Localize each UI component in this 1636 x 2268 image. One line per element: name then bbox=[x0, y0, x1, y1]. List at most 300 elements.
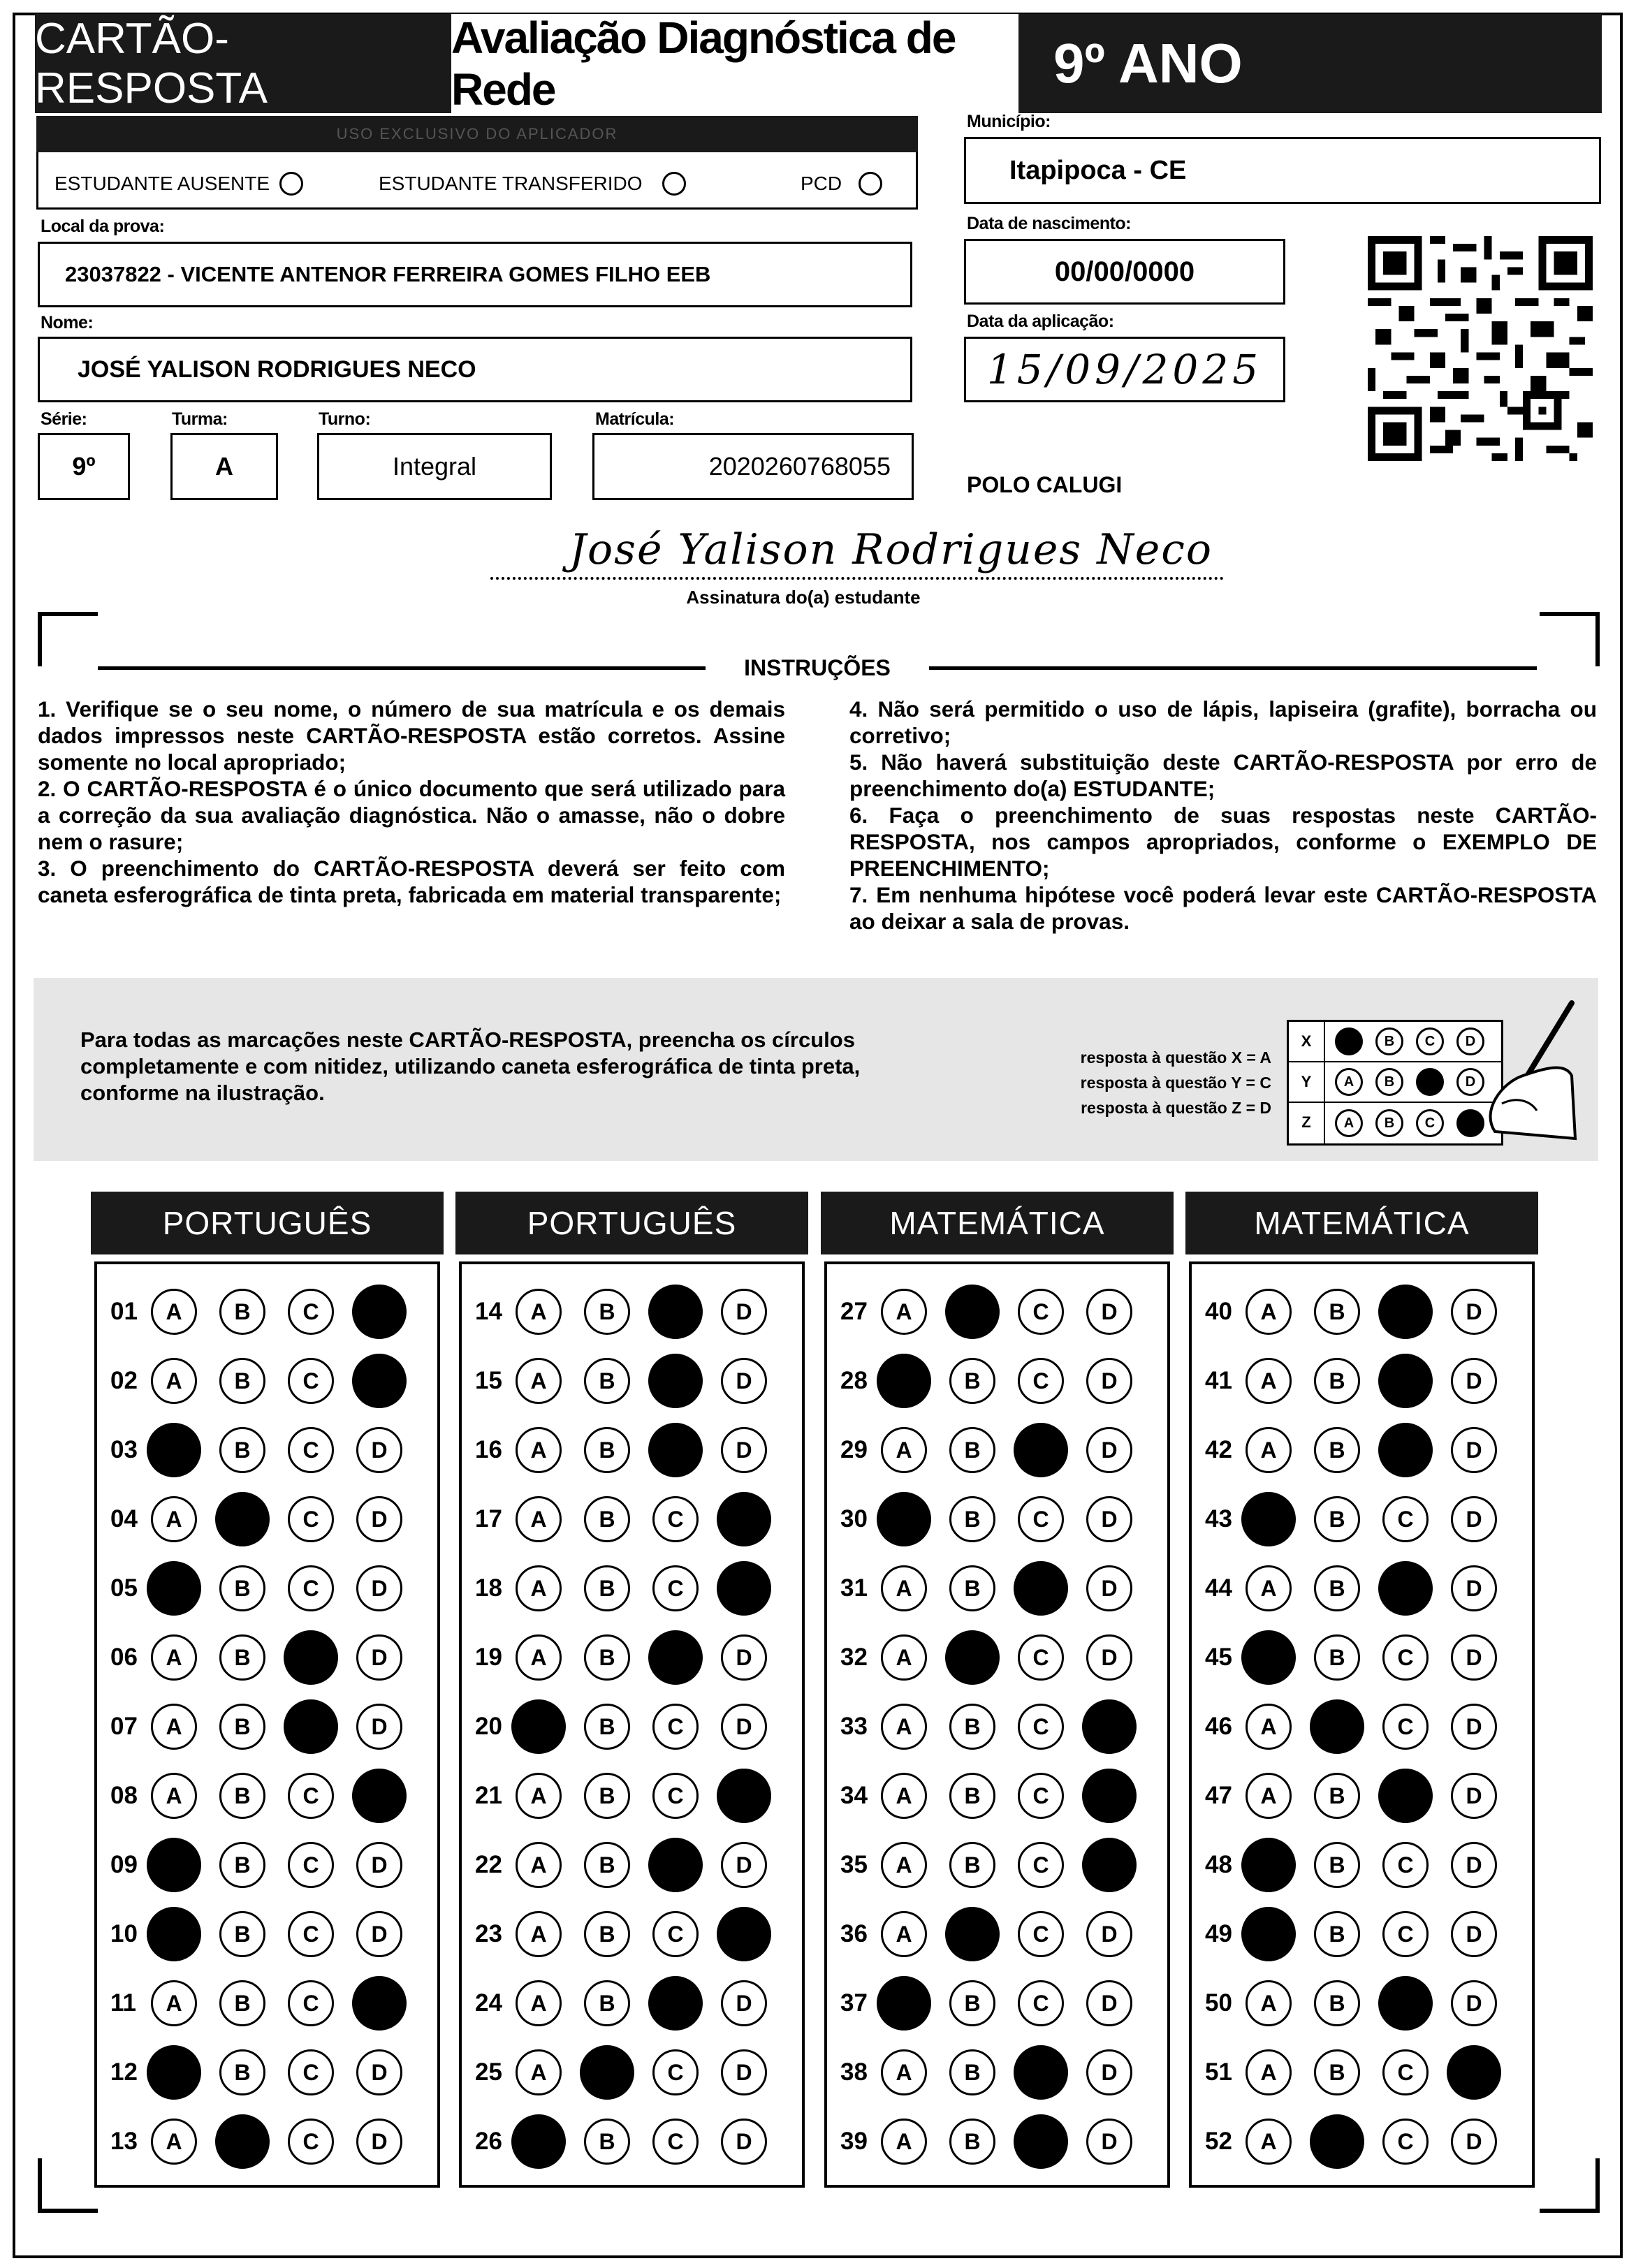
example-bubble: C bbox=[1416, 1109, 1444, 1137]
answer-bubble[interactable]: B bbox=[584, 1634, 630, 1681]
answer-bubble[interactable]: B bbox=[1314, 2049, 1360, 2095]
question-row bbox=[840, 1628, 1155, 1687]
answer-bubble[interactable]: C bbox=[1018, 1358, 1064, 1404]
answer-bubble[interactable]: D bbox=[721, 1358, 767, 1404]
answer-bubble[interactable]: C bbox=[288, 1773, 334, 1819]
answer-bubble[interactable]: A bbox=[151, 2119, 197, 2165]
answer-bubble[interactable]: B bbox=[949, 1773, 995, 1819]
signature-caption: Assinatura do(a) estudante bbox=[686, 587, 921, 608]
answer-bubble[interactable]: A bbox=[516, 1289, 562, 1335]
answer-bubble-marked[interactable] bbox=[284, 1630, 338, 1685]
answer-bubble[interactable]: A bbox=[151, 1704, 197, 1750]
column-header: MATEMÁTICA bbox=[821, 1192, 1174, 1254]
answer-bubble-marked[interactable] bbox=[284, 1699, 338, 1754]
question-row bbox=[1205, 1697, 1519, 1756]
question-row bbox=[1205, 2112, 1519, 2171]
example-bubble: A bbox=[1335, 1109, 1363, 1137]
answer-bubble[interactable]: D bbox=[1086, 1911, 1132, 1957]
question-number: 20 bbox=[475, 1713, 502, 1740]
answer-bubble[interactable]: B bbox=[584, 1565, 630, 1611]
answer-bubble-marked[interactable] bbox=[352, 1769, 407, 1823]
answer-bubble[interactable]: B bbox=[219, 1289, 265, 1335]
answer-bubble-marked[interactable] bbox=[945, 1907, 1000, 1961]
answer-bubble-marked[interactable] bbox=[717, 1492, 771, 1546]
answer-bubble[interactable]: A bbox=[881, 1704, 927, 1750]
answer-bubble[interactable]: D bbox=[1451, 1704, 1497, 1750]
answer-bubble[interactable]: D bbox=[1451, 2119, 1497, 2165]
answer-bubble[interactable]: C bbox=[1018, 1634, 1064, 1681]
question-number: 45 bbox=[1205, 1644, 1232, 1671]
answer-bubble[interactable]: B bbox=[584, 1911, 630, 1957]
answer-bubble[interactable]: D bbox=[1451, 1842, 1497, 1888]
question-row bbox=[1205, 1905, 1519, 1963]
question-number: 48 bbox=[1205, 1851, 1232, 1878]
grade-label: 9º ANO bbox=[1018, 14, 1602, 113]
answer-bubble[interactable]: D bbox=[356, 1704, 402, 1750]
question-number: 49 bbox=[1205, 1920, 1232, 1947]
question-row bbox=[110, 1490, 425, 1549]
question-row bbox=[110, 1905, 425, 1963]
answer-bubble[interactable]: D bbox=[1451, 1427, 1497, 1473]
turno-field: Integral bbox=[317, 433, 552, 500]
question-row bbox=[840, 1766, 1155, 1825]
instruction-2: 2. O CARTÃO-RESPOSTA é o único documento que será utilizado para a correção da sua avaliação diagnóstica. Não o amasse, não o dobre nem o rasure; bbox=[38, 776, 785, 854]
question-number: 21 bbox=[475, 1782, 502, 1809]
answer-bubble-marked[interactable] bbox=[1082, 1838, 1137, 1892]
question-number: 12 bbox=[110, 2058, 138, 2086]
answer-bubble[interactable]: D bbox=[356, 2119, 402, 2165]
question-row bbox=[840, 1282, 1155, 1341]
answer-bubble-marked[interactable] bbox=[717, 1561, 771, 1616]
answer-bubble[interactable]: C bbox=[1018, 1980, 1064, 2026]
answer-bubble[interactable]: C bbox=[652, 1565, 699, 1611]
answer-bubble[interactable]: B bbox=[1314, 1496, 1360, 1542]
answer-bubble[interactable]: C bbox=[288, 1565, 334, 1611]
answer-bubble[interactable]: B bbox=[1314, 1773, 1360, 1819]
question-row bbox=[110, 1282, 425, 1341]
answer-bubble[interactable]: C bbox=[652, 1773, 699, 1819]
answer-bubble[interactable]: B bbox=[584, 2119, 630, 2165]
answer-bubble[interactable]: A bbox=[881, 1289, 927, 1335]
card-title: CARTÃO-RESPOSTA bbox=[35, 14, 451, 113]
question-number: 40 bbox=[1205, 1298, 1232, 1325]
answer-bubble[interactable]: C bbox=[1382, 2049, 1429, 2095]
question-row bbox=[475, 2112, 789, 2171]
answer-bubble[interactable]: C bbox=[652, 2049, 699, 2095]
question-number: 47 bbox=[1205, 1782, 1232, 1809]
answer-bubble[interactable]: B bbox=[949, 1427, 995, 1473]
transferred-circle[interactable] bbox=[662, 172, 686, 196]
answer-bubble-marked[interactable] bbox=[717, 1769, 771, 1823]
example-row bbox=[1289, 1022, 1501, 1062]
answer-bubble-marked[interactable] bbox=[648, 1354, 703, 1408]
answer-bubble[interactable]: B bbox=[584, 1842, 630, 1888]
answer-bubble-marked[interactable] bbox=[945, 1285, 1000, 1339]
question-number: 02 bbox=[110, 1367, 138, 1394]
answer-bubble[interactable]: D bbox=[356, 1842, 402, 1888]
question-row bbox=[475, 1836, 789, 1894]
answer-bubble-marked[interactable] bbox=[1378, 1423, 1433, 1477]
answer-bubble[interactable]: D bbox=[1451, 1289, 1497, 1335]
answer-bubble[interactable]: D bbox=[721, 1634, 767, 1681]
answer-bubble[interactable]: C bbox=[1382, 1704, 1429, 1750]
answer-bubble-marked[interactable] bbox=[1378, 1976, 1433, 2031]
answer-bubble[interactable]: D bbox=[1086, 1565, 1132, 1611]
serie-field: 9º bbox=[38, 433, 130, 500]
pcd-option[interactable] bbox=[801, 166, 882, 201]
absent-circle[interactable] bbox=[279, 172, 303, 196]
answer-bubble[interactable]: B bbox=[219, 1565, 265, 1611]
answer-bubble[interactable]: C bbox=[288, 1427, 334, 1473]
answer-bubble-marked[interactable] bbox=[648, 1976, 703, 2031]
answer-bubble[interactable]: B bbox=[219, 1427, 265, 1473]
answer-bubble[interactable]: A bbox=[151, 1980, 197, 2026]
question-row bbox=[840, 2043, 1155, 2102]
nome-label: Nome: bbox=[41, 313, 94, 332]
answer-bubble[interactable]: D bbox=[356, 1565, 402, 1611]
absent-option[interactable] bbox=[54, 166, 303, 201]
answer-bubble[interactable]: A bbox=[151, 1634, 197, 1681]
answer-bubble-marked[interactable] bbox=[1378, 1285, 1433, 1339]
answer-bubble-marked[interactable] bbox=[1241, 1838, 1296, 1892]
answer-bubble[interactable]: B bbox=[1314, 1634, 1360, 1681]
answer-bubble-marked[interactable] bbox=[1378, 1769, 1433, 1823]
answer-bubble[interactable]: B bbox=[1314, 1911, 1360, 1957]
question-row bbox=[1205, 1282, 1519, 1341]
answer-bubble[interactable]: D bbox=[1086, 1427, 1132, 1473]
signature-line bbox=[490, 577, 1224, 580]
answer-bubble[interactable]: B bbox=[949, 1565, 995, 1611]
answer-bubble[interactable]: A bbox=[1246, 1704, 1292, 1750]
answer-bubble[interactable]: D bbox=[356, 1427, 402, 1473]
answer-bubble[interactable]: D bbox=[1086, 2119, 1132, 2165]
answer-bubble[interactable]: A bbox=[881, 1565, 927, 1611]
answer-bubble-marked[interactable] bbox=[1014, 1561, 1068, 1616]
answer-bubble[interactable]: D bbox=[356, 1496, 402, 1542]
instructions-rule-left bbox=[98, 666, 706, 670]
answer-bubble-marked[interactable] bbox=[1310, 1699, 1364, 1754]
local-label: Local da prova: bbox=[41, 217, 165, 236]
answer-bubble-marked[interactable] bbox=[877, 1492, 931, 1546]
answer-bubble-marked[interactable] bbox=[648, 1630, 703, 1685]
answer-bubble[interactable]: D bbox=[1451, 1634, 1497, 1681]
serie-label: Série: bbox=[41, 409, 87, 429]
question-row bbox=[475, 1905, 789, 1963]
answer-bubble-marked[interactable] bbox=[648, 1285, 703, 1339]
answer-bubble[interactable]: C bbox=[288, 2119, 334, 2165]
answer-bubble-marked[interactable] bbox=[147, 1423, 201, 1477]
question-row bbox=[1205, 1559, 1519, 1618]
answer-bubble[interactable]: A bbox=[881, 2049, 927, 2095]
question-number: 18 bbox=[475, 1574, 502, 1602]
answer-bubble[interactable]: C bbox=[1018, 1842, 1064, 1888]
answer-bubble[interactable]: B bbox=[949, 1496, 995, 1542]
answer-bubble[interactable]: A bbox=[516, 1634, 562, 1681]
answer-bubble-marked[interactable] bbox=[1082, 1699, 1137, 1754]
example-bubble-filled bbox=[1335, 1027, 1363, 1055]
answer-bubble[interactable]: A bbox=[516, 1980, 562, 2026]
answer-bubble[interactable]: B bbox=[1314, 1358, 1360, 1404]
column-header: MATEMÁTICA bbox=[1185, 1192, 1538, 1254]
answer-bubble[interactable]: C bbox=[652, 1496, 699, 1542]
answer-bubble[interactable]: C bbox=[1018, 1496, 1064, 1542]
answer-bubble[interactable]: A bbox=[516, 1427, 562, 1473]
answer-bubble-marked[interactable] bbox=[1241, 1492, 1296, 1546]
answer-bubble[interactable]: C bbox=[1382, 1842, 1429, 1888]
question-number: 32 bbox=[840, 1644, 868, 1671]
answer-bubble[interactable]: A bbox=[516, 1565, 562, 1611]
answer-bubble-marked[interactable] bbox=[215, 1492, 270, 1546]
answer-bubble[interactable]: A bbox=[1246, 1565, 1292, 1611]
answer-bubble[interactable]: C bbox=[1018, 1773, 1064, 1819]
question-number: 19 bbox=[475, 1644, 502, 1671]
answer-bubble[interactable]: D bbox=[721, 1980, 767, 2026]
corner-mark-bottom-left bbox=[38, 2158, 98, 2213]
answer-bubble-marked[interactable] bbox=[648, 1838, 703, 1892]
turma-label: Turma: bbox=[172, 409, 228, 429]
question-number: 33 bbox=[840, 1713, 868, 1740]
answer-bubble[interactable]: B bbox=[1314, 1427, 1360, 1473]
answer-bubble[interactable]: A bbox=[881, 1634, 927, 1681]
answer-bubble-marked[interactable] bbox=[352, 1354, 407, 1408]
pcd-circle[interactable] bbox=[859, 172, 882, 196]
answer-bubble[interactable]: A bbox=[881, 1911, 927, 1957]
answer-bubble-marked[interactable] bbox=[215, 2114, 270, 2169]
answer-bubble-marked[interactable] bbox=[511, 1699, 566, 1754]
answer-bubble[interactable]: A bbox=[151, 1289, 197, 1335]
answer-bubble-marked[interactable] bbox=[1310, 2114, 1364, 2169]
example-bubble: B bbox=[1375, 1027, 1403, 1055]
question-row bbox=[110, 1836, 425, 1894]
answer-bubble[interactable]: A bbox=[516, 1842, 562, 1888]
answer-bubble[interactable]: A bbox=[516, 1496, 562, 1542]
transferred-option[interactable] bbox=[379, 166, 686, 201]
question-number: 42 bbox=[1205, 1436, 1232, 1463]
answer-bubble-marked[interactable] bbox=[1241, 1630, 1296, 1685]
answer-bubble[interactable]: B bbox=[219, 1704, 265, 1750]
answer-bubble-marked[interactable] bbox=[1241, 1907, 1296, 1961]
answer-bubble[interactable]: B bbox=[1314, 1565, 1360, 1611]
answer-bubble[interactable]: A bbox=[516, 1773, 562, 1819]
answer-bubble[interactable]: B bbox=[1314, 1842, 1360, 1888]
answer-bubble[interactable]: B bbox=[219, 1911, 265, 1957]
answer-bubble[interactable]: D bbox=[356, 1911, 402, 1957]
pcd-label: PCD bbox=[801, 173, 842, 194]
answer-bubble[interactable]: A bbox=[1246, 2049, 1292, 2095]
answer-bubble[interactable]: A bbox=[516, 1358, 562, 1404]
answer-bubble[interactable]: D bbox=[721, 1704, 767, 1750]
question-number: 44 bbox=[1205, 1574, 1232, 1602]
answer-bubble-marked[interactable] bbox=[877, 1354, 931, 1408]
instructions-right bbox=[849, 696, 1597, 935]
answer-bubble[interactable]: B bbox=[949, 1704, 995, 1750]
municipio-label: Município: bbox=[967, 112, 1051, 131]
answer-bubble-marked[interactable] bbox=[717, 1907, 771, 1961]
answer-bubble[interactable]: A bbox=[881, 1773, 927, 1819]
answer-bubble-marked[interactable] bbox=[1082, 1769, 1137, 1823]
nome-field: JOSÉ YALISON RODRIGUES NECO bbox=[38, 337, 912, 402]
matricula-field: 2020260768055 bbox=[592, 433, 914, 500]
answer-bubble[interactable]: C bbox=[288, 1842, 334, 1888]
answer-bubble[interactable]: B bbox=[584, 1773, 630, 1819]
answer-bubble[interactable]: C bbox=[1382, 1634, 1429, 1681]
answer-bubble[interactable]: B bbox=[584, 1704, 630, 1750]
answer-bubble[interactable]: D bbox=[1086, 2049, 1132, 2095]
question-number: 43 bbox=[1205, 1505, 1232, 1532]
answer-bubble[interactable]: D bbox=[356, 2049, 402, 2095]
answer-bubble[interactable]: D bbox=[1086, 1289, 1132, 1335]
question-row bbox=[840, 1905, 1155, 1963]
answer-bubble[interactable]: B bbox=[584, 1980, 630, 2026]
answer-bubble[interactable]: A bbox=[151, 1773, 197, 1819]
answer-bubble[interactable]: B bbox=[219, 1634, 265, 1681]
answer-bubble-marked[interactable] bbox=[147, 1838, 201, 1892]
answer-bubble[interactable]: B bbox=[1314, 1980, 1360, 2026]
local-field: 23037822 - VICENTE ANTENOR FERREIRA GOMES FILHO EEB bbox=[38, 242, 912, 307]
answer-bubble[interactable]: A bbox=[151, 1358, 197, 1404]
question-row bbox=[840, 2112, 1155, 2171]
answer-bubble-marked[interactable] bbox=[1378, 1354, 1433, 1408]
matricula-label: Matrícula: bbox=[595, 409, 675, 429]
answer-bubble[interactable]: B bbox=[949, 1980, 995, 2026]
answer-bubble-marked[interactable] bbox=[1014, 2114, 1068, 2169]
answer-bubble-marked[interactable] bbox=[877, 1976, 931, 2031]
answer-bubble[interactable]: C bbox=[1382, 1911, 1429, 1957]
question-number: 46 bbox=[1205, 1713, 1232, 1740]
question-number: 31 bbox=[840, 1574, 868, 1602]
answer-bubble[interactable]: B bbox=[584, 1496, 630, 1542]
answer-bubble[interactable]: D bbox=[721, 2049, 767, 2095]
question-row bbox=[110, 2112, 425, 2171]
question-number: 10 bbox=[110, 1920, 138, 1947]
answer-bubble[interactable]: D bbox=[1451, 1980, 1497, 2026]
answer-bubble[interactable]: C bbox=[652, 2119, 699, 2165]
turma-field: A bbox=[170, 433, 278, 500]
answer-bubble[interactable]: D bbox=[1086, 1634, 1132, 1681]
answer-bubble[interactable]: C bbox=[1382, 2119, 1429, 2165]
answer-bubble[interactable]: A bbox=[881, 1427, 927, 1473]
answer-bubble[interactable]: D bbox=[721, 1842, 767, 1888]
answer-bubble[interactable]: B bbox=[584, 1427, 630, 1473]
answer-bubble[interactable]: D bbox=[721, 1289, 767, 1335]
answer-bubble[interactable]: C bbox=[652, 1704, 699, 1750]
answer-bubble[interactable]: C bbox=[288, 1911, 334, 1957]
instruction-3: 3. O preenchimento do CARTÃO-RESPOSTA deverá ser feito com caneta esferográfica de tinta preta, fabricada em material transparente; bbox=[38, 856, 785, 907]
answer-bubble-marked[interactable] bbox=[945, 1630, 1000, 1685]
answer-bubble[interactable]: D bbox=[1451, 1773, 1497, 1819]
answer-bubble[interactable]: A bbox=[881, 2119, 927, 2165]
answer-bubble[interactable]: A bbox=[1246, 1980, 1292, 2026]
example-bubble-filled bbox=[1416, 1068, 1444, 1096]
answer-bubble[interactable]: C bbox=[1018, 1911, 1064, 1957]
answer-bubble[interactable]: B bbox=[949, 2049, 995, 2095]
answer-bubble[interactable]: A bbox=[881, 1842, 927, 1888]
answer-bubble[interactable]: A bbox=[1246, 1289, 1292, 1335]
example-bubble: B bbox=[1375, 1068, 1403, 1096]
question-number: 01 bbox=[110, 1298, 138, 1325]
answer-bubble[interactable]: A bbox=[516, 1911, 562, 1957]
answer-bubble[interactable]: A bbox=[1246, 1773, 1292, 1819]
question-number: 35 bbox=[840, 1851, 868, 1878]
answer-bubble[interactable]: C bbox=[1018, 1289, 1064, 1335]
answer-bubble[interactable]: C bbox=[288, 1358, 334, 1404]
answer-bubble[interactable]: B bbox=[949, 1842, 995, 1888]
answer-bubble[interactable]: D bbox=[1086, 1496, 1132, 1542]
answer-bubble-marked[interactable] bbox=[147, 1907, 201, 1961]
answer-bubble[interactable]: C bbox=[288, 1289, 334, 1335]
answer-bubble[interactable]: D bbox=[721, 1427, 767, 1473]
question-number: 36 bbox=[840, 1920, 868, 1947]
answer-bubble[interactable]: D bbox=[1086, 1358, 1132, 1404]
answer-bubble-marked[interactable] bbox=[352, 1976, 407, 2031]
answer-bubble[interactable]: A bbox=[516, 2049, 562, 2095]
answer-bubble[interactable]: B bbox=[949, 2119, 995, 2165]
answer-bubble-marked[interactable] bbox=[352, 1285, 407, 1339]
answer-bubble[interactable]: D bbox=[1451, 1496, 1497, 1542]
question-row bbox=[1205, 1352, 1519, 1410]
answer-bubble[interactable]: A bbox=[151, 1496, 197, 1542]
answer-bubble[interactable]: D bbox=[1086, 1980, 1132, 2026]
question-row bbox=[475, 1282, 789, 1341]
answer-bubble[interactable]: B bbox=[1314, 1289, 1360, 1335]
answer-bubble-marked[interactable] bbox=[1378, 1561, 1433, 1616]
instruction-4: 4. Não será permitido o uso de lápis, lapiseira (grafite), borracha ou corretivo; bbox=[849, 696, 1597, 748]
answer-bubble[interactable]: C bbox=[288, 1980, 334, 2026]
answer-bubble[interactable]: D bbox=[1451, 1565, 1497, 1611]
answer-bubble[interactable]: C bbox=[288, 1496, 334, 1542]
answer-bubble[interactable]: C bbox=[652, 1911, 699, 1957]
answer-bubble[interactable]: C bbox=[288, 2049, 334, 2095]
answer-bubble[interactable]: A bbox=[1246, 2119, 1292, 2165]
corner-mark-top-left bbox=[38, 612, 98, 666]
municipio-field: Itapipoca - CE bbox=[964, 137, 1601, 204]
instruction-5: 5. Não haverá substituição deste CARTÃO-RESPOSTA por erro de preenchimento do(a) ESTUDANTE; bbox=[849, 749, 1597, 801]
answer-bubble[interactable]: B bbox=[219, 1358, 265, 1404]
answer-bubble[interactable]: D bbox=[721, 2119, 767, 2165]
question-row bbox=[475, 1697, 789, 1756]
answer-bubble[interactable]: B bbox=[584, 1289, 630, 1335]
turno-label: Turno: bbox=[319, 409, 371, 429]
answer-bubble[interactable]: D bbox=[1451, 1358, 1497, 1404]
question-row bbox=[110, 1697, 425, 1756]
answer-bubble[interactable]: B bbox=[219, 2049, 265, 2095]
question-number: 04 bbox=[110, 1505, 138, 1532]
answer-bubble[interactable]: B bbox=[219, 1842, 265, 1888]
answer-bubble-marked[interactable] bbox=[1014, 2045, 1068, 2100]
answer-bubble-marked[interactable] bbox=[147, 1561, 201, 1616]
answer-bubble[interactable]: C bbox=[1018, 1704, 1064, 1750]
answer-bubble-marked[interactable] bbox=[147, 2045, 201, 2100]
answer-bubble[interactable]: C bbox=[1382, 1496, 1429, 1542]
answer-bubble[interactable]: B bbox=[584, 1358, 630, 1404]
answer-bubble[interactable]: A bbox=[1246, 1427, 1292, 1473]
aplicacao-label: Data da aplicação: bbox=[967, 312, 1114, 331]
hand-pen-illustration bbox=[1474, 999, 1579, 1146]
answer-bubble-marked[interactable] bbox=[1447, 2045, 1501, 2100]
answer-bubble[interactable]: D bbox=[1451, 1911, 1497, 1957]
answer-bubble-marked[interactable] bbox=[580, 2045, 634, 2100]
example-question-label: Y bbox=[1289, 1062, 1325, 1102]
answer-bubble-marked[interactable] bbox=[1014, 1423, 1068, 1477]
answer-bubble-marked[interactable] bbox=[648, 1423, 703, 1477]
answer-bubble[interactable]: B bbox=[949, 1358, 995, 1404]
answer-bubble[interactable]: A bbox=[1246, 1358, 1292, 1404]
student-signature: José Yalison Rodrigues Neco bbox=[569, 525, 1213, 574]
answer-bubble[interactable]: B bbox=[219, 1980, 265, 2026]
answer-bubble-marked[interactable] bbox=[511, 2114, 566, 2169]
answer-bubble[interactable]: D bbox=[356, 1634, 402, 1681]
answer-bubble[interactable]: B bbox=[219, 1773, 265, 1819]
